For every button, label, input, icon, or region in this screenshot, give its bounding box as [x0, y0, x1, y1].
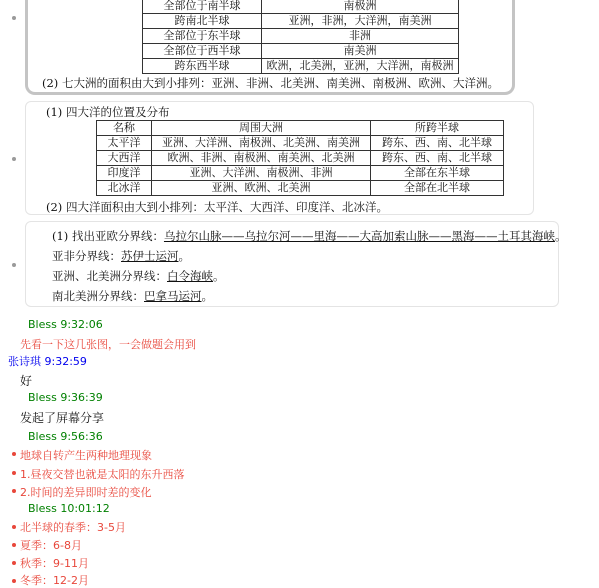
table-cell: 亚洲、欧洲、北美洲 [152, 181, 371, 196]
boundary-value: 巴拿马运河 [144, 289, 202, 303]
table-cell: 全部位于东半球 [143, 29, 262, 44]
boundary-label: (1) 找出亚欧分界线： [52, 229, 164, 243]
table-row [143, 0, 459, 14]
boundary-label: 南北美洲分界线： [52, 289, 144, 303]
table-cell: 全部在北半球 [371, 181, 504, 196]
image-card-continents[interactable] [25, 0, 515, 95]
message-sender-time: 张诗琪 9:32:59 [8, 355, 87, 368]
table-cell: 非洲 [262, 29, 459, 44]
table-cell: 全部位于南半球 [143, 0, 262, 14]
message-text: 2.时间的差异即时差的变化 [20, 486, 152, 499]
table-row [143, 29, 459, 44]
bullet-dot [12, 157, 16, 161]
table-row [143, 44, 459, 59]
message-text: 1.昼夜交替也就是太阳的东升西落 [20, 468, 185, 481]
bullet-dot [12, 579, 16, 583]
bullet-dot [12, 543, 16, 547]
message-text: 发起了屏幕分享 [20, 411, 105, 425]
bullet-dot [12, 525, 16, 529]
table-cell: 跨东西半球 [143, 59, 262, 74]
table-cell: 亚洲，非洲，大洋洲，南美洲 [262, 14, 459, 29]
table-cell: 欧洲、非洲、南极洲、南美洲、北美洲 [152, 151, 371, 166]
table-cell: 亚洲、大洋洲、南极洲、非洲 [152, 166, 371, 181]
message-sender-time: Bless 9:32:06 [28, 318, 103, 331]
oceans-table [96, 120, 504, 196]
image-card-boundaries[interactable] [25, 221, 567, 307]
punctuation: 。 [554, 229, 567, 243]
boundary-value: 苏伊士运河 [121, 249, 179, 263]
table-cell: 跨东、西、南、北半球 [371, 151, 504, 166]
message-text: 夏季：6-8月 [20, 539, 82, 552]
message-text: 冬季：12-2月 [20, 574, 89, 587]
continent-area-note: (2) 七大洲的面积由大到小排列：亚洲、非洲、北美洲、南美洲、南极洲、欧洲、大洋洲。 [42, 76, 499, 90]
table-row [97, 181, 504, 196]
message-text: 北半球的春季：3-5月 [20, 521, 126, 534]
table-header: 名称 [97, 121, 152, 136]
punctuation: 。 [178, 249, 190, 263]
bullet-dot [12, 489, 16, 493]
message-text: 先看一下这几张图，一会做题会用到 [20, 338, 196, 351]
boundary-label: 亚非分界线： [52, 249, 121, 263]
boundary-value: 白令海峡 [167, 269, 213, 283]
table-header: 所跨半球 [371, 121, 504, 136]
table-row [97, 166, 504, 181]
image-card-oceans[interactable] [25, 101, 534, 215]
bullet-dot [12, 16, 16, 20]
asia-north-america-boundary-line [52, 268, 225, 284]
eurasia-boundary-line [52, 228, 566, 244]
table-cell: 亚洲、大洋洲、南极洲、北美洲、南美洲 [152, 136, 371, 151]
bullet-dot [12, 561, 16, 565]
asia-africa-boundary-line [52, 248, 190, 264]
table-row [97, 136, 504, 151]
table-row [143, 59, 459, 74]
table-row [143, 14, 459, 29]
boundary-label: 亚洲、北美洲分界线： [52, 269, 167, 283]
message-sender-time: Bless 9:56:36 [28, 430, 103, 443]
table-cell: 欧洲，北美洲，亚洲，大洋洲，南极洲 [262, 59, 459, 74]
table-cell: 跨南北半球 [143, 14, 262, 29]
table-cell: 跨东、西、南、北半球 [371, 136, 504, 151]
table-cell: 北冰洋 [97, 181, 152, 196]
punctuation: 。 [213, 269, 225, 283]
message-text: 好 [20, 374, 33, 388]
continents-hemisphere-table [142, 0, 459, 74]
punctuation: 。 [201, 289, 213, 303]
table-cell: 南美洲 [262, 44, 459, 59]
bullet-dot [12, 471, 16, 475]
table-cell: 太平洋 [97, 136, 152, 151]
table-header: 周围大洲 [152, 121, 371, 136]
boundary-value: 乌拉尔山脉——乌拉尔河——里海——大高加索山脉——黑海——土耳其海峡 [163, 229, 555, 243]
table-cell: 全部位于西半球 [143, 44, 262, 59]
oceans-title: (1) 四大洋的位置及分布 [46, 105, 170, 119]
message-sender-time: Bless 10:01:12 [28, 502, 110, 515]
table-header-row [97, 121, 504, 136]
bullet-dot [12, 263, 16, 267]
americas-boundary-line [52, 288, 213, 304]
message-text: 秋季：9-11月 [20, 557, 89, 570]
ocean-area-note: (2) 四大洋面积由大到小排列：太平洋、大西洋、印度洋、北冰洋。 [46, 200, 388, 214]
table-cell: 大西洋 [97, 151, 152, 166]
message-sender-time: Bless 9:36:39 [28, 391, 103, 404]
table-row [97, 151, 504, 166]
table-cell: 印度洋 [97, 166, 152, 181]
message-text: 地球自转产生两种地理现象 [20, 449, 152, 462]
bullet-dot [12, 452, 16, 456]
table-cell: 南极洲 [262, 0, 459, 14]
table-cell: 全部在东半球 [371, 166, 504, 181]
